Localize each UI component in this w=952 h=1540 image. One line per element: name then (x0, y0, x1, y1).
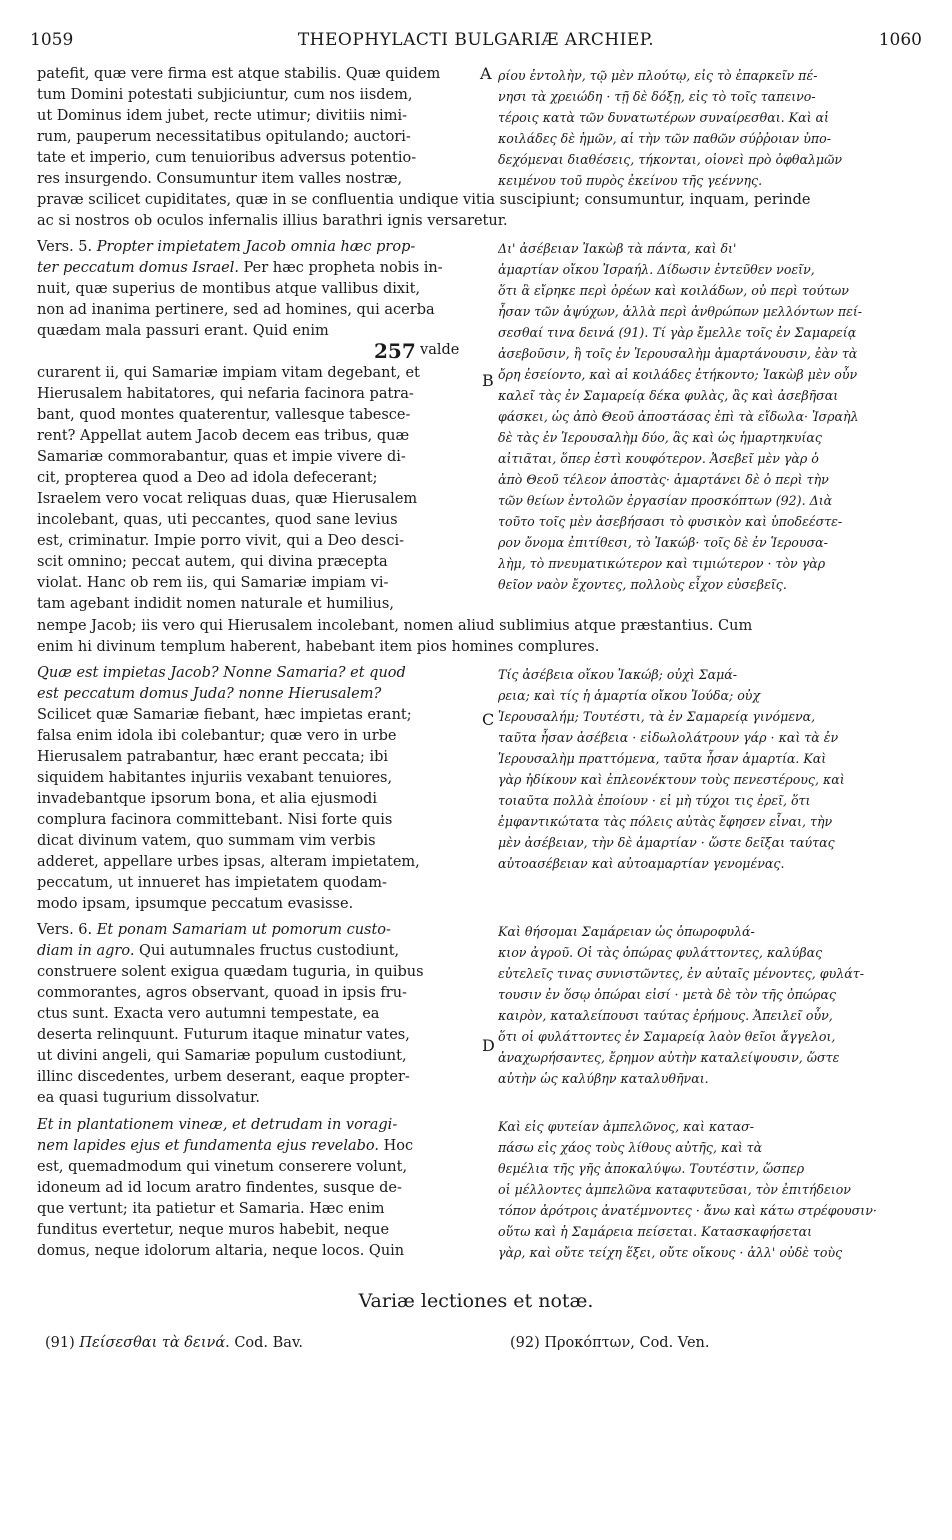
latin-line: construere solent exigua quædam tuguria, in quibus (37, 964, 424, 980)
page-number-left: 1059 (30, 30, 74, 50)
latin-line: adderet, appellare urbes ipsas, alteram impietatem, (37, 854, 420, 870)
latin-line: ut divini angeli, qui Samariæ populum custodiunt, (37, 1048, 407, 1064)
greek-line: τέροις κατὰ τῶν δυνατωτέρων συναίρεσθαι. Καὶ αἱ (498, 110, 829, 125)
latin-line: tate et imperio, cum tenuioribus adversus potentio- (37, 150, 417, 166)
greek-line: ὅτι ἃ εἴρηκε περὶ ὀρέων καὶ κοιλάδων, οὐ περὶ τούτων (498, 283, 849, 298)
latin-line: Hierusalem habitatores, qui nefaria facinora patra- (37, 386, 414, 402)
greek-line: γὰρ, καὶ οὔτε τείχη ἕξει, οὔτε οἴκους · ἀλλ' οὐδὲ τοὺς (498, 1245, 843, 1260)
greek-line: ρεια; καὶ τίς ἡ ἁμαρτία οἴκου Ἰούδα; οὐχ (498, 688, 761, 703)
latin-line: funditus evertetur, neque muros habebit, neque (37, 1222, 390, 1238)
greek-line: θεῖον ναὸν ἔχοντες, πολλοὺς εἶχον εὐσεβεῖς. (498, 577, 787, 592)
latin-line: res insurgendo. Consumuntur item valles nostræ, (37, 171, 403, 187)
verse-heading (37, 258, 477, 279)
latin-line: Israelem vero vocat reliquas duas, quæ Hierusalem (37, 491, 418, 507)
greek-line: ρίου ἐντολὴν, τῷ μὲν πλούτῳ, εἰς τὸ ἐπαρκεῖν πέ- (498, 68, 818, 83)
latin-line: quædam mala passuri erant. Quid enim (37, 323, 329, 339)
greek-line: δὲ τὰς ἐν Ἱερουσαλὴμ δύο, ἃς καὶ ὡς ἡμαρτηκυίας (498, 430, 822, 445)
latin-line: non ad inanima pertinere, sed ad homines, qui acerba (37, 302, 435, 318)
latin-line: deserta relinquunt. Futurum itaque minatur vates, (37, 1027, 410, 1043)
verse-question: Quæ est impietas Jacob? Nonne Samaria? et quod (37, 665, 406, 681)
verse-heading (37, 1136, 477, 1157)
greek-line: οἱ μέλλοντες ἀμπελῶνα καταφυτεῦσαι, τὸν ἐπιτήδειον (498, 1182, 851, 1197)
greek-line: Καὶ εἰς φυτείαν ἀμπελῶνος, καὶ κατασ- (498, 1119, 754, 1134)
footnote-92 (510, 1335, 709, 1351)
latin-line: bant, quod montes quaterentur, vallesque tabesce- (37, 407, 411, 423)
greek-line: ρον ὄνομα ἐπιτίθεσι, τὸ Ἰακώβ· τοῖς δὲ ἐν Ἱερουσα- (498, 535, 828, 550)
verse-text: diam in agro. (37, 943, 135, 959)
notes-title: Variæ lectiones et notæ. (358, 1290, 594, 1312)
full-width-line: ac si nostros ob oculos infernalis illius barathri ignis versaretur. (37, 213, 508, 229)
greek-line: τῶν θείων ἐντολῶν ἐργασίαν προσκόπτων (92). Διὰ (498, 493, 833, 508)
verse-text: nem lapides ejus et fundamenta ejus revelabo. (37, 1138, 379, 1154)
latin-line: est, quemadmodum qui vinetum conserere volunt, (37, 1159, 408, 1175)
greek-line: τουσιν ἐν ὅσῳ ὀπώραι εἰσί · μετὰ δὲ τὸν τῆς ὀπώρας (498, 987, 837, 1002)
greek-line: τόπον ἀρότροις ἀνατέμνοντες · ἄνω καὶ κάτω στρέφουσιν· (498, 1203, 877, 1218)
latin-line: curarent ii, qui Samariæ impiam vitam degebant, et (37, 365, 420, 381)
greek-line: αὐτοασέβειαν καὶ αὐτοαμαρτίαν γενομένας. (498, 856, 785, 871)
latin-line: domus, neque idolorum altaria, neque locos. Quin (37, 1243, 405, 1259)
footnote-greek: Πείσεσθαι τὰ δεινά. (79, 1335, 230, 1351)
verse-continuation: Per hæc propheta nobis in- (238, 260, 443, 276)
running-header (30, 30, 922, 54)
greek-line: ἀπὸ Θεοῦ τέλεον ἀποστὰς· ἁμαρτάνει δὲ ὁ περὶ τὴν (498, 472, 829, 487)
latin-line: rent? Appellat autem Jacob decem eas tribus, quæ (37, 428, 410, 444)
verse-label: Vers. 6. (37, 922, 93, 938)
greek-line: αἰτιᾶται, ὅπερ ἐστὶ κουφότερον. Ἀσεβεῖ μὲν γὰρ ὁ (498, 451, 819, 466)
footnote-91 (45, 1335, 303, 1351)
latin-line: ctus sunt. Exacta vero autumni tempestate, ea (37, 1006, 380, 1022)
greek-line: μὲν ἀσέβειαν, τὴν δὲ ἁμαρτίαν · ὥστε δεῖξαι ταύτας (498, 835, 835, 850)
verse-continuation: Qui autumnales fructus custodiunt, (134, 943, 400, 959)
full-width-line: enim hi divinum templum haberent, habebant item pios homines complures. (37, 639, 600, 655)
latin-line: tum Domini potestati subjiciuntur, cum nos iisdem, (37, 87, 413, 103)
footnote-greek: Προκόπτων, (544, 1335, 635, 1351)
greek-line: σεσθαί τινα δεινά (91). Τί γὰρ ἔμελλε τοῖς ἐν Σαμαρείᾳ (498, 325, 857, 340)
verse-question: est peccatum domus Juda? nonne Hierusalem? (37, 686, 382, 702)
greek-line: πάσω εἰς χάος τοὺς λίθους αὐτῆς, καὶ τὰ (498, 1140, 763, 1155)
page-number-right: 1060 (878, 30, 922, 50)
greek-line: ταῦτα ἦσαν ἀσέβεια · εἰδωλολάτρουν γάρ · καὶ τὰ ἐν (498, 730, 839, 745)
verse-text: Et ponam Samariam ut pomorum custo- (96, 922, 391, 938)
footnote-number: (92) (510, 1335, 540, 1351)
greek-line: τοιαῦτα πολλὰ ἐποίουν · εἰ μὴ τύχοι τις ἐρεῖ, ὅτι (498, 793, 811, 808)
latin-line: incolebant, quas, uti peccantes, quod sane levius (37, 512, 398, 528)
greek-line: ὅτι οἱ φυλάττοντες ἐν Σαμαρείᾳ λαὸν θεῖοι ἄγγελοι, (498, 1029, 836, 1044)
latin-line: tam agebant indidit nomen naturale et humilius, (37, 596, 394, 612)
greek-line: Ἱερουσαλὴμ πραττόμενα, ταῦτα ἦσαν ἁμαρτία. Καὶ (498, 751, 827, 766)
latin-line: violat. Hanc ob rem iis, qui Samariæ impiam vi- (37, 575, 389, 591)
greek-line: κειμένου τοῦ πυρὸς ἐκείνου τῆς γεέννης. (498, 173, 763, 188)
greek-line: φάσκει, ὡς ἀπὸ Θεοῦ ἀποστάσας ἐπὶ τὰ εἴδωλα· Ἰσραὴλ (498, 409, 859, 424)
greek-line: οὕτω καὶ ἡ Σαμάρεια πείσεται. Κατασκαφήσεται (498, 1224, 813, 1239)
greek-line: ἀσεβοῦσιν, ἢ τοῖς ἐν Ἱερουσαλὴμ ἁμαρτάνουσιν, ἐὰν τὰ (498, 346, 858, 361)
latin-line: commorantes, agros observant, quoad in ipsis fru- (37, 985, 407, 1001)
latin-line: dicat divinum vatem, quo summam vim verbis (37, 833, 376, 849)
section-marker-a: A (480, 64, 492, 83)
latin-line: scit omnino; peccat autem, qui divina præcepta (37, 554, 388, 570)
section-marker-d: D (482, 1036, 495, 1055)
footnote-source: Cod. Bav. (234, 1335, 304, 1351)
greek-line: κιον ἀγροῦ. Οἱ τὰς ὀπώρας φυλάττοντες, καλύβας (498, 945, 823, 960)
greek-line: Τίς ἀσέβεια οἴκου Ἰακώβ; οὐχὶ Σαμά- (498, 667, 738, 682)
latin-line: Scilicet quæ Samariæ fiebant, hæc impietas erant; (37, 707, 412, 723)
latin-line: que vertunt; ita patietur et Samaria. Hæc enim (37, 1201, 385, 1217)
greek-line: καιρὸν, καταλείπουσι ταύτας ἐρήμους. Ἀπειλεῖ οὖν, (498, 1008, 833, 1023)
latin-line: rum, pauperum necessitatibus opitulando; auctori- (37, 129, 411, 145)
verse-continuation: Hoc (379, 1138, 414, 1154)
latin-line: modo ipsam, ipsumque peccatum evasisse. (37, 896, 354, 912)
latin-line: illinc discedentes, urbem deserant, eaque propter- (37, 1069, 410, 1085)
greek-line: νησι τὰ χρειώδη · τῇ δὲ δόξῃ, εἰς τὸ τοῖς ταπεινο- (498, 89, 816, 104)
full-width-line: nempe Jacob; iis vero qui Hierusalem incolebant, nomen aliud sublimius atque præstantius. Cum (37, 618, 753, 634)
latin-line: peccatum, ut innueret has impietatem quodam- (37, 875, 387, 891)
latin-line: cit, propterea quod a Deo ad idola defecerant; (37, 470, 378, 486)
verse-heading: Et in plantationem vineæ, et detrudam in voragi- (37, 1117, 398, 1133)
greek-line: Ἱερουσαλήμ; Τουτέστι, τὰ ἐν Σαμαρείᾳ γινόμενα, (498, 709, 816, 724)
greek-line: αὐτὴν ὡς καλύβην καταλυθῆναι. (498, 1071, 709, 1086)
greek-line: Δι' ἀσέβειαν Ἰακὼβ τὰ πάντα, καὶ δι' (498, 241, 737, 256)
latin-line: Samariæ commorabantur, quas et impie vivere di- (37, 449, 406, 465)
verse-text: Propter impietatem Jacob omnia hæc prop- (96, 239, 416, 255)
greek-line: ἦσαν τῶν ἀψύχων, ἀλλὰ περὶ ἀνθρώπων μελλόντων πεί- (498, 304, 863, 319)
running-title: THEOPHYLACTI BULGARIÆ ARCHIEP. (297, 30, 655, 50)
latin-line: falsa enim idola ibi colebantur; quæ vero in urbe (37, 728, 397, 744)
column-number: 257 (374, 339, 416, 363)
greek-line: γὰρ ἠδίκουν καὶ ἐπλεονέκτουν τοὺς πενεστέρους, καὶ (498, 772, 845, 787)
greek-line: θεμέλια τῆς γῆς ἀποκαλύψω. Τουτέστιν, ὥσπερ (498, 1161, 805, 1176)
latin-line: est, criminatur. Impie porro vivit, qui a Deo desci- (37, 533, 404, 549)
full-width-line: pravæ scilicet cupiditates, quæ in se confluentia undique vitia suscipiunt; consumuntur, inquam, perinde (37, 192, 811, 208)
latin-word: valde (420, 342, 460, 358)
verse-heading (37, 920, 477, 941)
section-marker-c: C (482, 710, 495, 729)
latin-line: idoneum ad id locum aratro findentes, susque de- (37, 1180, 402, 1196)
greek-line: Καὶ θήσομαι Σαμάρειαν ὡς ὀπωροφυλά- (498, 924, 755, 939)
section-marker-b: B (482, 371, 494, 390)
greek-line: λὴμ, τὸ πνευματικώτερον καὶ τιμιώτερον · τὸν γὰρ (498, 556, 826, 571)
greek-line: καλεῖ τὰς ἐν Σαμαρείᾳ δέκα φυλὰς, ἃς καὶ ἀσεβῆσαι (498, 388, 839, 403)
latin-line: complura facinora committebant. Nisi forte quis (37, 812, 393, 828)
latin-line: Hierusalem patrabantur, hæc erant peccata; ibi (37, 749, 389, 765)
verse-heading (37, 941, 477, 962)
greek-line: εὐτελεῖς τινας συνιστῶντες, ἐν αὐταῖς μένοντες, φυλάτ- (498, 966, 864, 981)
verse-text: ter peccatum domus Israel. (37, 260, 239, 276)
greek-line: κοιλάδες δὲ ἡμῶν, αἱ τὴν τῶν παθῶν σύῤῥοιαν ὑπο- (498, 131, 831, 146)
greek-line: ἁμαρτίαν οἴκου Ἰσραήλ. Δίδωσιν ἐντεῦθεν νοεῖν, (498, 262, 815, 277)
greek-line: ὄρη ἐσείοντο, καὶ αἱ κοιλάδες ἐτήκοντο; Ἰακὼβ μὲν οὖν (498, 367, 858, 382)
latin-line: patefit, quæ vere firma est atque stabilis. Quæ quidem (37, 66, 441, 82)
greek-line: τοῦτο τοῖς μὲν ἀσεβήσασι τὸ φυσικὸν καὶ ὑποδεέστε- (498, 514, 843, 529)
latin-line: nuit, quæ superius de montibus atque vallibus dixit, (37, 281, 421, 297)
greek-line: δεχόμεναι διαθέσεις, τήκονται, οἱονεὶ πρὸ ὀφθαλμῶν (498, 152, 843, 167)
greek-line: ἀναχωρήσαντες, ἔρημον αὐτὴν καταλείψουσιν, ὥστε (498, 1050, 840, 1065)
greek-line: ἐμφαντικώτατα τὰς πόλεις αὐτὰς ἔφησεν εἶναι, τὴν (498, 814, 833, 829)
latin-line: ea quasi tugurium dissolvatur. (37, 1090, 260, 1106)
latin-line: invadebantque ipsorum bona, et alia ejusmodi (37, 791, 377, 807)
latin-line: ut Dominus idem jubet, recte utimur; divitiis nimi- (37, 108, 407, 124)
footnote-number: (91) (45, 1335, 75, 1351)
latin-line: siquidem habitantes injuriis vexabant tenuiores, (37, 770, 393, 786)
verse-heading (37, 237, 477, 258)
footnote-source: Cod. Ven. (639, 1335, 710, 1351)
verse-label: Vers. 5. (37, 239, 93, 255)
